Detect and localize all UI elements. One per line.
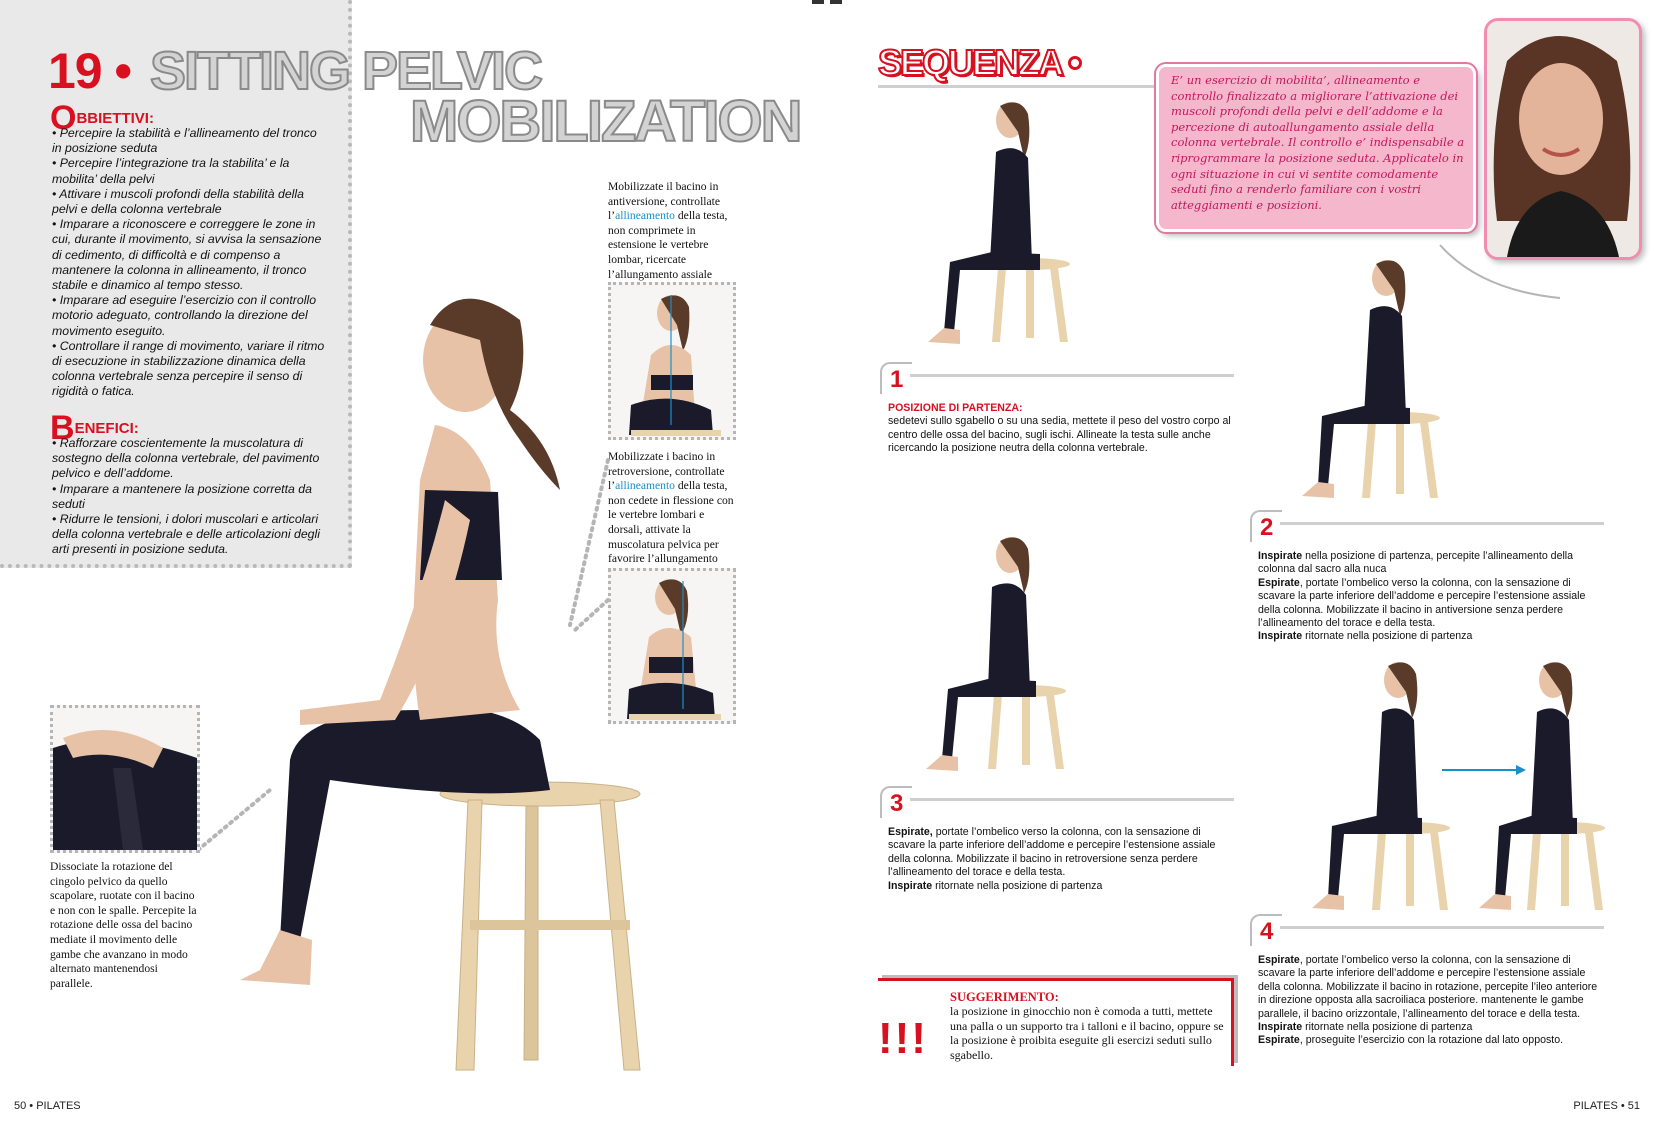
step1-rule bbox=[910, 374, 1234, 377]
benefit-item: • Imparare a mantenere la posizione corretta da seduti bbox=[52, 481, 312, 511]
suggestion-title: SUGGERIMENTO: bbox=[950, 990, 1059, 1004]
step-number-3: 3 bbox=[880, 786, 912, 818]
knee-rotation-detail-photo bbox=[50, 705, 200, 853]
sequence-title-rule bbox=[878, 85, 1158, 88]
objective-item: • Attivare i muscoli profondi della stabilità della pelvi e della colonna vertebrale bbox=[52, 186, 304, 217]
step1-figure-illustration bbox=[920, 92, 1080, 352]
objective-item: • Controllare il range di movimento, variare il ritmo di esecuzione in stabilizzazione dinamica della colonna vertebrale senza percepire il senso di rigidità o fatica. bbox=[52, 338, 325, 399]
benefit-item: • Ridurre le tensioni, i dolori muscolari e articolari della colonna vertebrale e delle articolazioni degli arti presenti in posizione seduta. bbox=[52, 512, 320, 557]
objective-item: • Imparare ad eseguire l’esercizio con il controllo motorio adeguato, controllando la direzione del movimento eseguito. bbox=[52, 293, 317, 338]
step2-rule bbox=[1280, 522, 1604, 525]
step2-text: Inspirate nella posizione di partenza, percepite l’allineamento della colonna dal sacro alla nuca Espirate, portate l’ombelico verso la colonna, con la sensazione di scavare la parte inferiore dell’addome e percepire l’estensione assiale della colonna. Mobilizzate il bacino in antiversione senza perdere l’allineamento del torace e della testa. Inspirate ritornate nella posizione di partenza bbox=[1258, 550, 1586, 643]
pelvic-rotation-note: Dissociate la rotazione del cingolo pelvico da quello scapolare, ruotate con il bacino e non con le spalle. Percepite la rotazione delle ossa del bacino mediate il movimento delle gambe che avanzano in modo alternato mantenendosi parallele. bbox=[50, 860, 197, 990]
step-number-4: 4 bbox=[1250, 914, 1282, 946]
benefits-heading: BENEFICI: bbox=[50, 409, 139, 447]
sequence-title-dot bbox=[1068, 56, 1082, 70]
objective-item: • Percepire la stabilità e l’allineamento del tronco in posizione seduta bbox=[52, 126, 317, 156]
benefit-item: • Rafforzare coscientemente la muscolatura di sostegno della colonna vertebrale, del pavimento pelvico e dell’addome. bbox=[52, 436, 320, 481]
objective-item: • Percepire l’integrazione tra la stabilita’ e la mobilita’ della pelvi bbox=[52, 156, 290, 186]
step3-text: Espirate, portate l’ombelico verso la colonna, con la sensazione di scavare la parte inferiore dell’addome e percepire l’estensione assiale della colonna. Mobilizzate il bacino in retroversione senza perdere l’allineamento del torace e della testa. Inspirate ritornate nella posizione di partenza bbox=[888, 826, 1216, 892]
suggestion-text: la posizione in ginocchio non è comoda a tutti, mettete una palla o un supporto tra i talloni e il bacino, oppure se la posizione è proibita eseguite gli esercizi seduti sullo sgabello. bbox=[950, 1004, 1224, 1062]
page-footer-right: PILATES • 51 bbox=[1573, 1100, 1640, 1112]
sequence-title: SEQUENZA bbox=[878, 42, 1063, 83]
gutter-mark-right bbox=[830, 0, 842, 4]
instructor-quote: E’ un esercizio di mobilita’, allineamento e controllo finalizzato a migliorare l’attivazione dei muscoli profondi della pelvi e dell’addome e la percezione di autoallungamento assiale della colonna vertebrale. Il controllo e’ indispensabile a riprogrammare la posizione seduta. Applicatelo in ogni situazione in cui vi sentite comodamente seduti fino a renderlo familiare con i vostri atteggiamenti e posizioni. bbox=[1171, 73, 1465, 212]
gutter-mark-left bbox=[812, 0, 824, 4]
anteversion-note: Mobilizzate il bacino in antiversione, controllate l’allineamento della testa, non comprimete in estensione le vertebre lombar, ricercate l’allungamento assiale bbox=[608, 180, 728, 281]
objective-item: • Imparare a riconoscere e correggere le zone in cui, durante il movimento, si avvisa la sensazione di cedimento, di difficoltà e di compenso a mantenere la colonna in allineamento, il tronco stabile e dinamico al tempo stesso. bbox=[52, 217, 322, 293]
exercise-title-line2: MOBILIZATION bbox=[410, 89, 801, 154]
step4-rule bbox=[1280, 926, 1604, 929]
step3-figure-illustration bbox=[918, 525, 1078, 775]
exercise-title-line1: SITTING PELVIC bbox=[150, 41, 542, 101]
step-number-2: 2 bbox=[1250, 510, 1282, 542]
page-footer-left: 50 • PILATES bbox=[14, 1100, 81, 1112]
instructor-portrait bbox=[1484, 18, 1642, 260]
step3-rule bbox=[910, 798, 1234, 801]
retroversion-note: Mobilizzate i bacino in retroversione, controllate l’allineamento della testa, non cedete in flessione con le vertebre lombari e dorsali, attivate la muscolatura pelvica per favorire l’allungamento bbox=[608, 450, 734, 566]
objectives-heading: OBBIETTIVI: bbox=[50, 99, 154, 137]
warning-exclamation-icon: !!! bbox=[878, 1014, 928, 1063]
exercise-number: 19 • bbox=[48, 43, 132, 99]
step1-text: POSIZIONE DI PARTENZA: sedetevi sullo sgabello o su una sedia, mettete il peso del vostro corpo al centro delle ossa del bacino, sugli ischi. Allineate la testa sulle anche ricercando la posizione neutra della colonna vertebrale. bbox=[888, 402, 1231, 455]
step-number-1: 1 bbox=[880, 362, 912, 394]
step2-figure-illustration bbox=[1290, 250, 1460, 510]
instructor-speech-bubble bbox=[1156, 64, 1476, 232]
step4-text: Espirate, portate l’ombelico verso la colonna, con la sensazione di scavare la parte inferiore dell’addome e percepire l’estensione assiale della colonna. Mobilizzate il bacino in rotazione, percepite l’ileo anteriore in direzione opposta alla sacroiliaca posteriore. mantenente le gambe parallele, il bacino orizzontale, l’allineamento del torace e della testa. Inspirate ritornate nella posizione di partenza Espirate, proseguite l’esercizio con la rotazione dal lato opposto. bbox=[1258, 954, 1598, 1047]
step4-figures-illustration bbox=[1300, 650, 1620, 920]
